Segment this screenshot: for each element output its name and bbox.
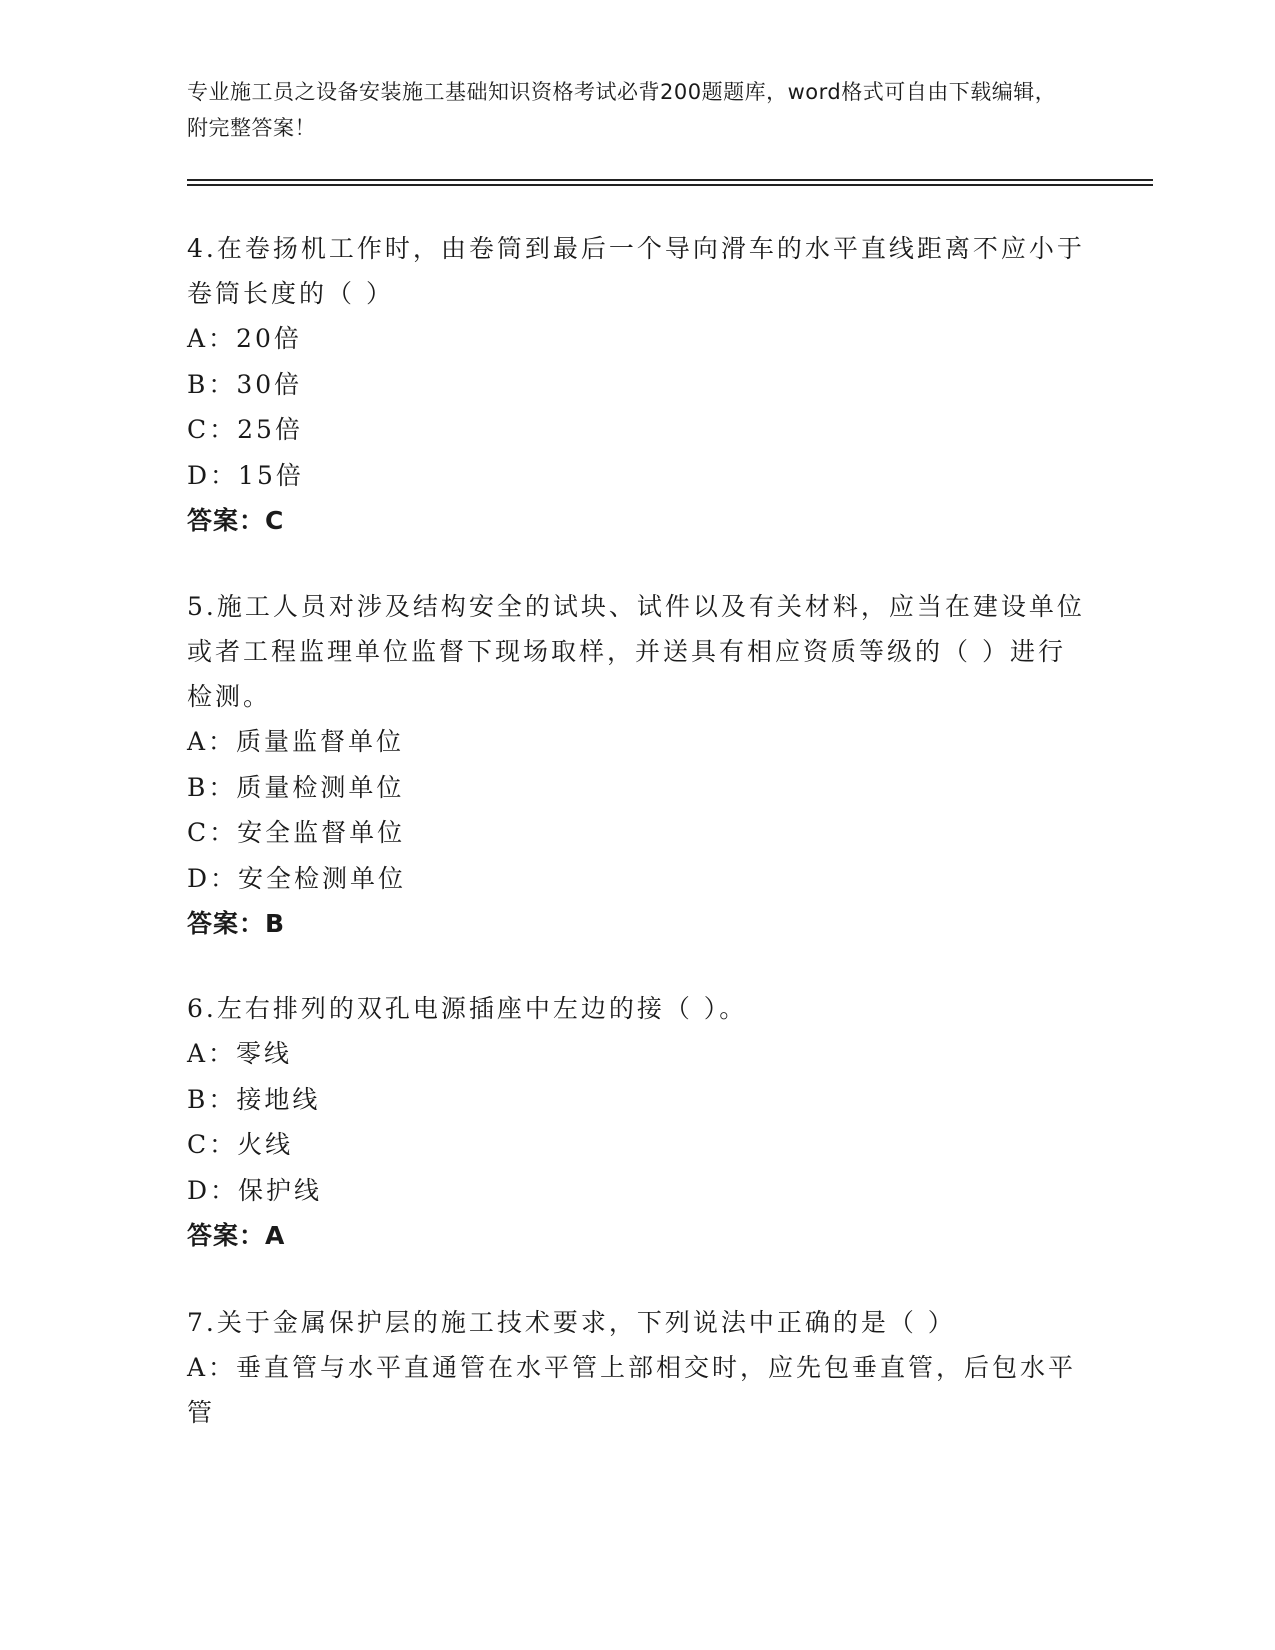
option-b: B：质量检测单位 (187, 772, 405, 802)
header-divider-bottom (187, 184, 1153, 186)
option-a: A：20倍 (187, 324, 302, 353)
answer: 答案：A (187, 1221, 286, 1250)
option-c: C：25倍 (187, 415, 303, 444)
header-divider-top (187, 179, 1153, 181)
document-header: 专业施工员之设备安装施工基础知识资格考试必背200题题库，word格式可自由下载编辑，附完整答案！ (187, 80, 1057, 140)
option-b: B：30倍 (187, 369, 303, 399)
option-d: D：保护线 (187, 1175, 323, 1205)
option-c: C：火线 (187, 1130, 294, 1159)
option-b: B：接地线 (187, 1084, 321, 1114)
question-5 (187, 584, 1087, 947)
option-c: C：安全监督单位 (187, 818, 406, 847)
option-d: D：15倍 (187, 460, 304, 490)
question-text: 4.在卷扬机工作时，由卷筒到最后一个导向滑车的水平直线距离不应小于卷筒长度的（ ） (187, 234, 1085, 308)
question-4 (187, 226, 1087, 544)
answer: 答案：B (187, 909, 286, 938)
answer: 答案：C (187, 506, 285, 535)
question-text: 6.左右排列的双孔电源插座中左边的接（ ）。 (187, 994, 748, 1023)
question-text: 7.关于金属保护层的施工技术要求，下列说法中正确的是（ ） (187, 1308, 956, 1337)
question-7 (187, 1300, 1087, 1435)
option-a: A：质量监督单位 (187, 727, 405, 756)
question-text: 5.施工人员对涉及结构安全的试块、试件以及有关材料，应当在建设单位或者工程监理单位监督下现场取样，并送具有相应资质等级的（ ）进行检测。 (187, 592, 1085, 711)
option-a: A：垂直管与水平直通管在水平管上部相交时，应先包垂直管，后包水平管 (187, 1353, 1077, 1427)
option-a: A：零线 (187, 1039, 293, 1068)
question-6 (187, 986, 1087, 1259)
option-d: D：安全检测单位 (187, 863, 407, 893)
